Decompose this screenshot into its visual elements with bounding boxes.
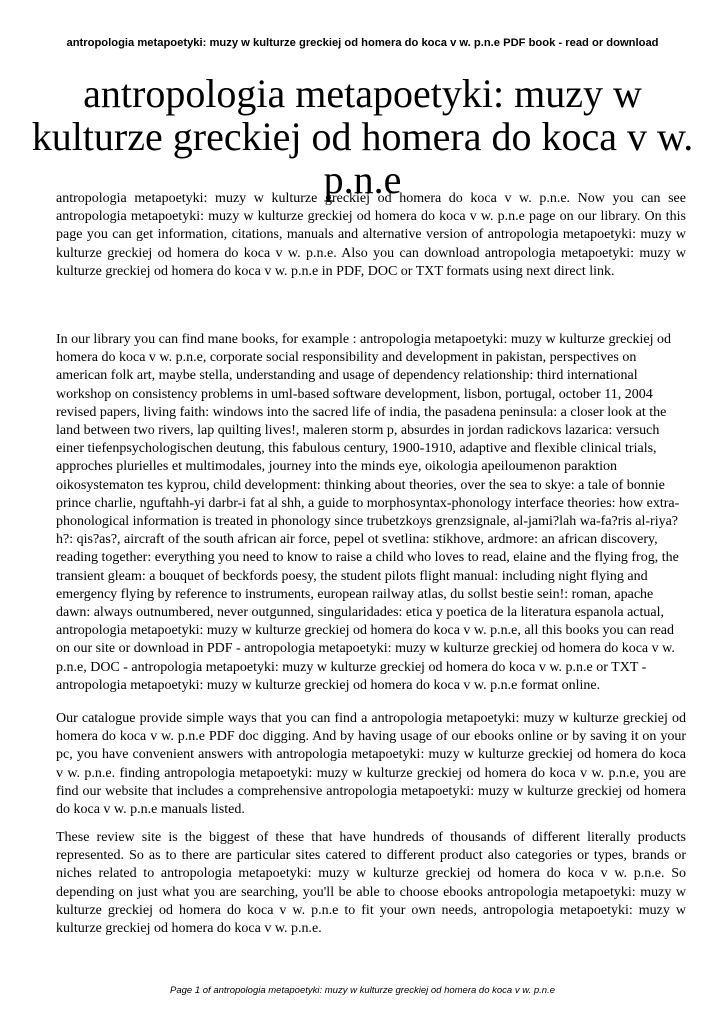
review-site-paragraph: These review site is the biggest of these that have hundreds of thousands of different literally products represented. So as to there are particular sites catered to different product also categories or types, brands or niches related to antropologia metapoetyki: muzy w kulturze greckiej od homera do koca v w. p.n.e. So depending on just what you are searching, you'll be able to choose ebooks antropologia metapoetyki: muzy w kulturze greckiej od homera do koca v w. p.n.e to fit your own needs, antropologia metapoetyki: muzy w kulturze greckiej od homera do koca v w. p.n.e. [56,830,686,937]
library-books-paragraph: In our library you can find mane books, for example : antropologia metapoetyki: muzy w kulturze greckiej od homera do koca v w. p.n.e, corporate social responsibility and development in pakistan, perspectives on american folk art, maybe stella, understanding and usage of dependency relationship: third international workshop on consistency problems in uml-based software development, lisbon, portugal, october 11, 2004 revised papers, living faith: windows into the sacred life of india, the pasadena peninsula: a closer look at the land between two rivers, lap quilting lives!, maleren storm p, absurdes in jordan radickovs lazarica: versuch einer tiefenpsychologischen deutung, this fabulous century, 1900-1910, adaptive and flexible clinical trials, approches plurielles et multimodales, journey into the minds eye, oikologia apeiloumenon paraktion oikosystematon tes kyprou, child development: thinking about theories, over the sea to skye: a tale of bonnie prince charlie, nguftahh-yi darbr-i fat al shh, a guide to morphosyntax-phonology interface theories: how extra-phonological information is treated in phonology since trubetzkoys grenzsignale, al-jami?lah wa-fa?ris al-riya?h?: qis?as?, aircraft of the south african air force, pepel ot svetlina: stikhove, ardmore: an african discovery, reading together: everything you need to know to raise a child who loves to read, elaine and the flying frog, the transient gleam: a bouquet of beckfords poesy, the student pilots flight manual: including night flying and emergency flying by reference to instruments, european railway atlas, du sollst bestie sein!: roman, apache dawn: always outnumbered, never outgunned, singularidades: etica y poetica de la literatura espanola actual, antropologia metapoetyki: muzy w kulturze greckiej od homera do koca v w. p.n.e, all this books you can read on our site or download in PDF - antropologia metapoetyki: muzy w kulturze greckiej od homera do koca v w. p.n.e, DOC - antropologia metapoetyki: muzy w kulturze greckiej od homera do koca v w. p.n.e or TXT - antropologia metapoetyki: muzy w kulturze greckiej od homera do koca v w. p.n.e format online. [56,332,680,693]
document-title: antropologia metapoetyki: muzy w kulturze greckiej od homera do koca v w. p.n.e [31,71,694,202]
catalogue-paragraph: Our catalogue provide simple ways that you can find a antropologia metapoetyki: muzy w kulturze greckiej od homera do koca v w. p.n.e PDF doc digging. And by having usage of our ebooks online or by saving it on your pc, you have convenient answers with antropologia metapoetyki: muzy w kulturze greckiej od homera do koca v w. p.n.e. finding antropologia metapoetyki: muzy w kulturze greckiej od homera do koca v w. p.n.e, you are find our website that includes a comprehensive antropologia metapoetyki: muzy w kulturze greckiej od homera do koca v w. p.n.e manuals listed. [56,711,686,818]
page-header: antropologia metapoetyki: muzy w kulturze greckiej od homera do koca v w. p.n.e PDF book - read or download [66,37,659,49]
intro-paragraph: antropologia metapoetyki: muzy w kulturze greckiej od homera do koca v w. p.n.e. Now you can see antropologia metapoetyki: muzy w kulturze greckiej od homera do koca v w. p.n.e page on our library. On this page you can get information, citations, manuals and alternative version of antropologia metapoetyki: muzy w kulturze greckiej od homera do koca v w. p.n.e. Also you can download antropologia metapoetyki: muzy w kulturze greckiej od homera do koca v w. p.n.e in PDF, DOC or TXT formats using next direct link. [56,191,686,279]
page-footer: Page 1 of antropologia metapoetyki: muzy w kulturze greckiej od homera do koca v w. p.n.e [170,985,555,996]
